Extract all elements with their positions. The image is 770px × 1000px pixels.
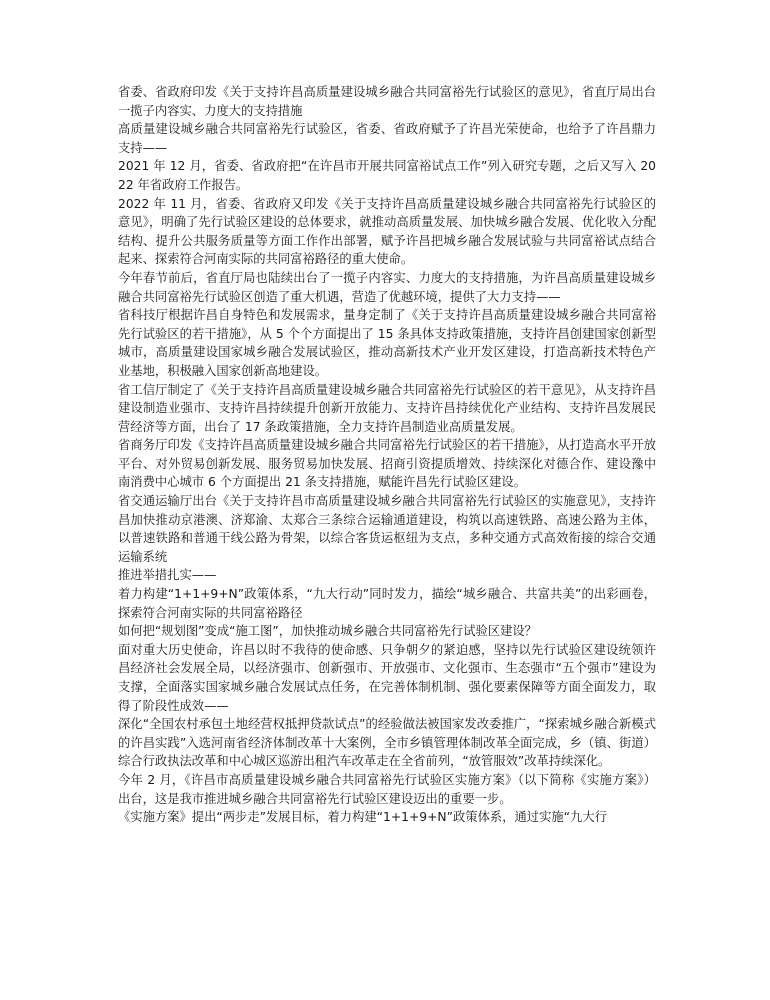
paragraph: 省工信厅制定了《关于支持许昌高质量建设城乡融合共同富裕先行试验区的若干意见》，从支持许昌建设制造业强市、支持许昌持续提升创新开放能力、支持许昌持续优化产业结构、支持许昌发展民营经济等方面，出台了 17 条政策措施，全力支持许昌制造业高质量发展。 (118, 382, 656, 434)
paragraph: 省交通运输厅出台《关于支持许昌市高质量建设城乡融合共同富裕先行试验区的实施意见》，支持许昌加快推动京港澳、济郑渝、太郑合三条综合运输通道建设，构筑以高速铁路、高速公路为主体，以普速铁路和普通干线公路为骨架，以综合客货运枢纽为支点，多种交通方式高效衔接的综合交通运输系统 (118, 494, 656, 564)
paragraph: 省委、省政府印发《关于支持许昌高质量建设城乡融合共同富裕先行试验区的意见》，省直厅局出台一揽子内容实、力度大的支持措施 (118, 85, 656, 118)
paragraph: 推进举措扎实—— (118, 568, 217, 583)
paragraph: 面对重大历史使命，许昌以时不我待的使命感、只争朝夕的紧迫感，坚持以先行试验区建设统领许昌经济社会发展全局，以经济强市、创新强市、开放强市、文化强市、生态强市“五个强市”建设为支撑，全面落实国家城乡融合发展试点任务，在完善体制机制、强化要素保障等方面全面发力，取得了阶段性成效—— (118, 642, 656, 713)
paragraph: 深化“全国农村承包土地经营权抵押贷款试点”的经验做法被国家发改委推广，“探索城乡融合新模式的许昌实践”入选河南省经济体制改革十大案例，全市乡镇管理体制改革全面完成，乡（镇、街道）综合行政执法改革和中心城区巡游出租汽车改革走在全省前列，“放管服效”改革持续深化。 (118, 717, 656, 769)
paragraph: 高质量建设城乡融合共同富裕先行试验区，省委、省政府赋予了许昌光荣使命，也给予了许昌鼎力支持—— (118, 122, 656, 155)
paragraph: 着力构建“1+1+9+N”政策体系，“九大行动”同时发力，描绘“城乡融合、共富共美”的出彩画卷，探索符合河南实际的共同富裕路径 (118, 587, 656, 620)
paragraph: 2022 年 11 月，省委、省政府又印发《关于支持许昌高质量建设城乡融合共同富裕先行试验区的意见》，明确了先行试验区建设的总体要求，就推动高质量发展、加快城乡融合发展、优化收入分配结构、提升公共服务质量等方面工作作出部署，赋予许昌把城乡融合发展试验与共同富裕试点结合起来、探索符合河南实际的共同富裕路径的重大使命。 (118, 196, 656, 267)
paragraph: 2021 年 12 月，省委、省政府把“在许昌市开展共同富裕试点工作”列入研究专题，之后又写入 2022 年省政府工作报告。 (118, 159, 656, 192)
paragraph: 如何把“规划图”变成“施工图”，加快推动城乡融合共同富裕先行试验区建设？ (118, 624, 537, 639)
paragraph: 《实施方案》提出“两步走”发展目标，着力构建“1+1+9+N”政策体系，通过实施“九大行 (118, 810, 607, 825)
paragraph: 省科技厅根据许昌自身特色和发展需求，量身定制了《关于支持许昌高质量建设城乡融合共同富裕先行试验区的若干措施》，从 5 个个方面提出了 15 条具体支持政策措施，支持许昌创建国家创新型城市，高质量建设国家城乡融合发展试验区，推动高新技术产业开发区建设，打造高新技术特色产业基地，积极融入国家创新高地建设。 (118, 308, 656, 378)
paragraph: 今年 2 月，《许昌市高质量建设城乡融合共同富裕先行试验区实施方案》（以下简称《实施方案》）出台，这是我市推进城乡融合共同富裕先行试验区建设迈出的重要一步。 (118, 772, 656, 806)
paragraph: 省商务厅印发《支持许昌高质量建设城乡融合共同富裕先行试验区的若干措施》，从打造高水平开放平台、对外贸易创新发展、服务贸易加快发展、招商引资提质增效、持续深化对德合作、建设豫中南消费中心城市 6 个方面提出 21 条支持措施，赋能许昌先行试验区建设。 (118, 438, 656, 490)
paragraph: 今年春节前后，省直厅局也陆续出台了一揽子内容实、力度大的支持措施，为许昌高质量建设城乡融合共同富裕先行试验区创造了重大机遇，营造了优越环境，提供了大力支持—— (118, 270, 656, 304)
document-body (118, 83, 656, 827)
